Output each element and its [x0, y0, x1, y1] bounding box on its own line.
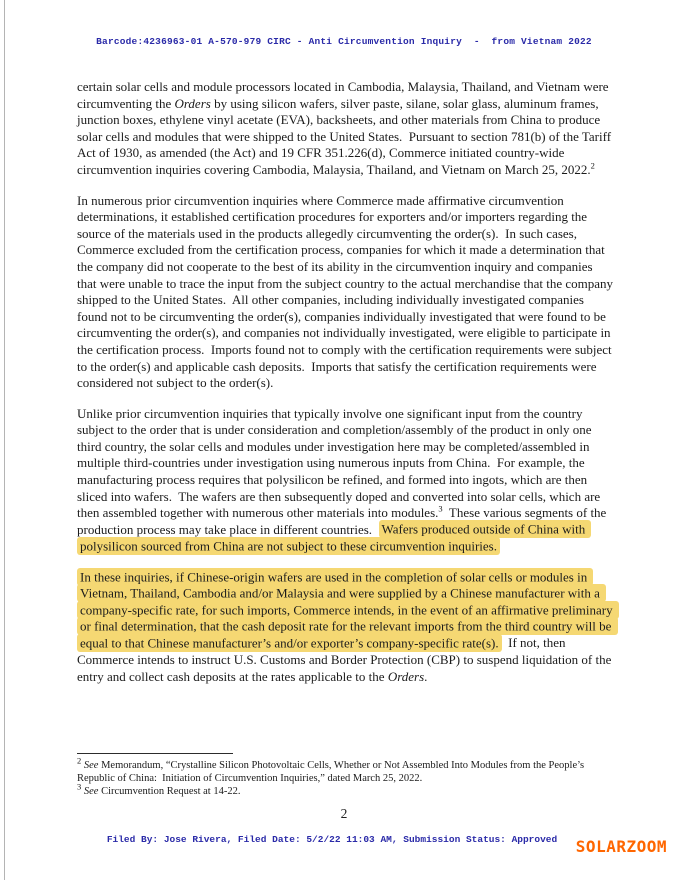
barcode-header: Barcode:4236963-01 A-570-979 CIRC - Anti Circumvention Inquiry - from Vietnam 2022	[96, 36, 592, 47]
footnote-2	[77, 755, 614, 785]
paragraph-4-text: .	[424, 668, 428, 684]
paragraph-2-text: In numerous prior circumvention inquiries where Commerce made affirmative circumvention determinations, it established certification procedures for exporters and/or importers regarding the source of the materials used in the products allegedly circumventing the order(s). In such cases, Commerce excluded from the certification process, companies for which it made a determination that the company did not cooperate to the best of its ability in the circumvention inquiry and companies that were unable to trace the input from the subject country to the actual merchandise that the company shipped to the United States. All other companies, including individually investigated companies found not to be circumventing the order(s), companies individually investigated that were found to be circumventing the order(s), and companies not individually investigated, were eligible to participate in the certification process. Imports found not to comply with the certification requirements were subject to the order(s) and applicable cash deposits. Imports that satisfy the certification requirements were considered not subject to the order(s).	[77, 192, 617, 391]
orders-italic: Orders	[174, 95, 211, 111]
paragraph-3-text: Unlike prior circumvention inquiries that typically involve one significant input from the country subject to the order that is under consideration and completion/assembly of the product in only one third country, the solar cells and modules under investigation here may be completed/assembled in multiple third-countries under investigation using numerous inputs from China. For example, the manufacturing process requires that polysilicon be refined, and formed into ingots, which are then sliced into wafers. The wafers are then subsequently doped and converted into solar cells, which are then assembled together with numerous other materials into modules.	[77, 405, 604, 521]
document-body	[77, 79, 617, 699]
paragraph-4	[77, 569, 614, 685]
orders-italic: Orders	[387, 668, 425, 684]
see-italic: See	[83, 786, 99, 797]
paragraph-3-text: These various segments of the production process may take place in different countries.	[77, 505, 610, 537]
footnote-2-marker: 2	[77, 755, 82, 766]
paragraph-4-text: If not, then Commerce intends to instruct U.S. Customs and Border Protection (CBP) to suspend liquidation of the entry and collect cash deposits at the rates applicable to the	[77, 635, 615, 684]
see-italic: See	[83, 760, 99, 771]
footnote-ref-2: 2	[590, 160, 595, 171]
solarzoom-watermark: SOLARZOOM	[575, 837, 667, 856]
highlighted-text: In these inquiries, if Chinese-origin wafers are used in the completion of solar cells or modules in Vietnam, Thailand, Cambodia and/or Malaysia and were supplied by a Chinese manufacturer with a company-specific rate, for such imports, Commerce intends, in the event of an affirmative preliminary or final determination, that the cash deposit rate for the relevant imports from the third country will be equal to that Chinese manufacturer’s and/or exporter’s company-specific rate(s).	[77, 568, 619, 652]
footnote-3-marker: 3	[77, 781, 82, 792]
paragraph-1-text: certain solar cells and module processors located in Cambodia, Malaysia, Thailand, and Vietnam were circumventing the	[77, 79, 612, 111]
page-number: 2	[340, 806, 348, 821]
footnote-separator	[77, 753, 233, 754]
footnote-3-text: Circumvention Request at 14-22.	[98, 786, 241, 797]
paragraph-3	[77, 406, 614, 555]
footnotes-section	[77, 753, 614, 798]
footnote-3	[77, 781, 614, 798]
footnote-2-text: Memorandum, “Crystalline Silicon Photovoltaic Cells, Whether or Not Assembled Into Modules from the People’s Republic of China: Initiation of Circumvention Inquiries,” dated March 25, 2022.	[77, 760, 587, 784]
paragraph-2	[77, 192, 617, 392]
highlighted-text: Wafers produced outside of China with polysilicon sourced from China are not subject to these circumvention inquiries.	[77, 520, 591, 555]
footnote-ref-3: 3	[438, 503, 443, 514]
paragraph-1	[77, 79, 614, 179]
scan-edge-artifact	[4, 0, 5, 880]
filing-status-line: Filed By: Jose Rivera, Filed Date: 5/2/22 11:03 AM, Submission Status: Approved	[106, 834, 558, 845]
paragraph-1-text: by using silicon wafers, silver paste, silane, solar glass, aluminum frames, junction boxes, ethylene vinyl acetate (EVA), backsheets, and other materials from China to produce solar cells and modules that were shipped to the United States. Pursuant to section 781(b) of the Tariff Act of 1930, as amended (the Act) and 19 CFR 351.226(d), Commerce initiated country-wide circumvention inquiries covering Cambodia, Malaysia, Thailand, and Vietnam on March 25, 2022.	[77, 95, 614, 177]
